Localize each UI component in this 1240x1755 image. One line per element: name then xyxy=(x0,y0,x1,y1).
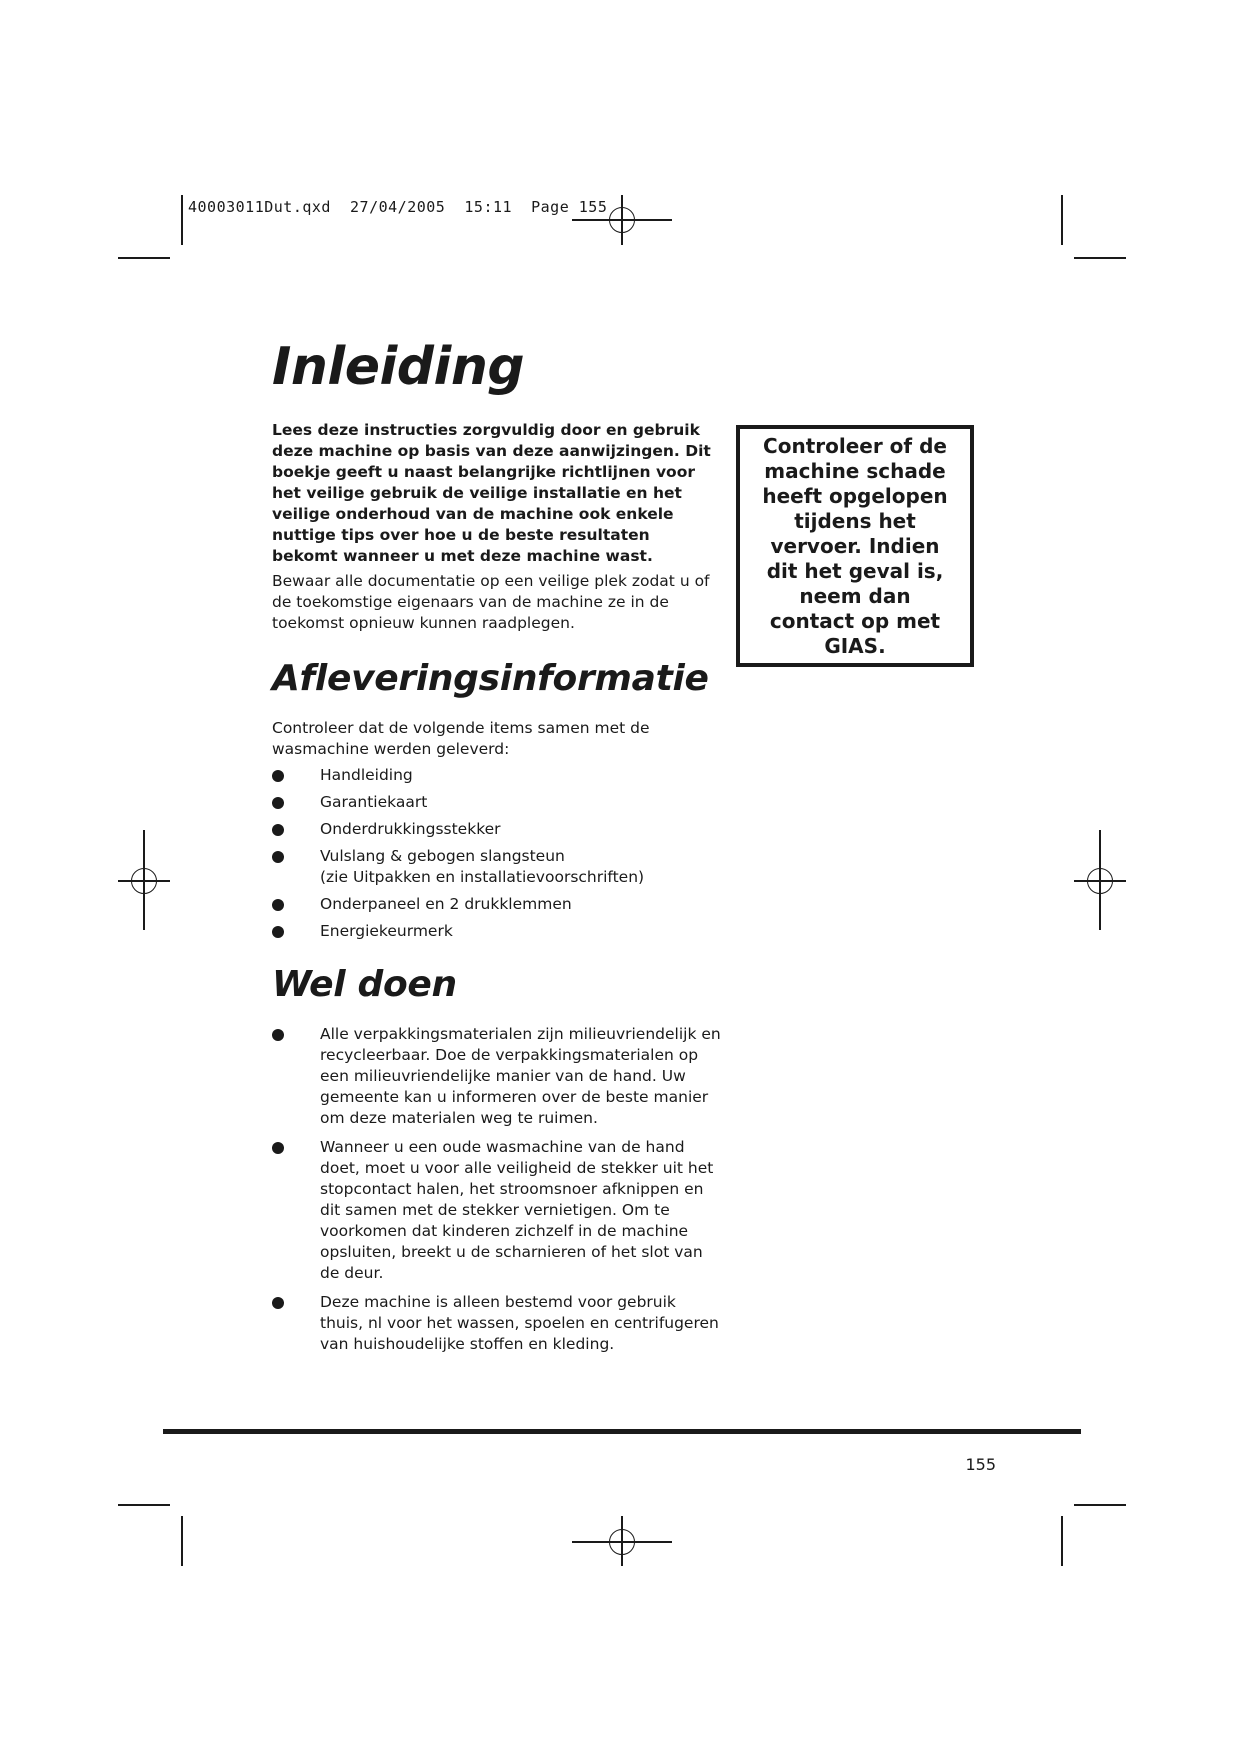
registration-circle xyxy=(609,207,635,233)
list-item-text: Onderpaneel en 2 drukklemmen xyxy=(320,895,572,913)
list-item-text: Garantiekaart xyxy=(320,793,428,811)
dos-list xyxy=(272,1024,722,1355)
list-item xyxy=(272,1137,722,1284)
intro-bold-paragraph: Lees deze instructies zorgvuldig door en gebruik deze machine op basis van deze aanwijzingen. Dit boekje geeft u naast belangrijke richtlijnen voor het veilige gebruik de veilige installatie en het veilige onderhoud van de machine ook enkele nuttige tips over hoe u de beste resultaten bekomt wanneer u met deze machine wast. xyxy=(272,421,711,565)
crop-mark xyxy=(118,1504,170,1506)
registration-circle xyxy=(131,868,157,894)
bullet-icon xyxy=(272,899,284,911)
list-item-text: Deze machine is alleen bestemd voor gebruik thuis, nl voor het wassen, spoelen en centrifugeren van huishoudelijke stoffen en kleding. xyxy=(320,1293,719,1353)
bullet-icon xyxy=(272,1029,284,1041)
list-item-text: Wanneer u een oude wasmachine van de hand doet, moet u voor alle veiligheid de stekker uit het stopcontact halen, het stroomsnoer afknippen en dit samen met de stekker vernietigen. Om te voorkomen dat kinderen zichzelf in de machine opsluiten, breekt u de scharnieren of het slot van de deur. xyxy=(320,1138,714,1282)
bullet-icon xyxy=(272,926,284,938)
crop-mark xyxy=(1074,257,1126,259)
bullet-icon xyxy=(272,770,284,782)
crop-mark xyxy=(1074,1504,1126,1506)
delivery-intro: Controleer dat de volgende items samen met de wasmachine werden geleverd: xyxy=(272,719,650,758)
bullet-icon xyxy=(272,1297,284,1309)
list-item-text: Vulslang & gebogen slangsteun xyxy=(320,847,565,865)
registration-circle xyxy=(1087,868,1113,894)
list-item xyxy=(272,1292,722,1355)
list-item-text: Handleiding xyxy=(320,766,413,784)
list-item xyxy=(272,921,722,942)
page-title: Inleiding xyxy=(272,337,525,397)
list-item-subtext: (zie Uitpakken en installatievoorschriften) xyxy=(320,868,645,886)
bullet-icon xyxy=(272,1142,284,1154)
list-item xyxy=(272,765,722,786)
registration-circle xyxy=(609,1529,635,1555)
list-item xyxy=(272,819,722,840)
crop-mark xyxy=(1061,195,1063,245)
list-item-text: Onderdrukkingsstekker xyxy=(320,820,501,838)
crop-mark xyxy=(181,195,183,245)
bullet-icon xyxy=(272,797,284,809)
footer-rule xyxy=(163,1429,1081,1434)
delivery-items-list xyxy=(272,765,722,942)
crop-mark xyxy=(181,1516,183,1566)
intro-paragraph: Bewaar alle documentatie op een veilige plek zodat u of de toekomstige eigenaars van de machine ze in de toekomst opnieuw kunnen raadplegen. xyxy=(272,572,710,632)
crop-mark xyxy=(118,257,170,259)
list-item-text: Energiekeurmerk xyxy=(320,922,453,940)
list-item xyxy=(272,894,722,915)
bullet-icon xyxy=(272,824,284,836)
delivery-heading: Afleveringsinformatie xyxy=(272,658,709,699)
bullet-icon xyxy=(272,851,284,863)
damage-notice-box xyxy=(736,425,974,667)
page-number: 155 xyxy=(965,1455,996,1474)
list-item xyxy=(272,1024,722,1129)
list-item-text: Alle verpakkingsmaterialen zijn milieuvriendelijk en recycleerbaar. Doe de verpakkingsmaterialen op een milieuvriendelijke manier van de hand. Uw gemeente kan u informeren over de beste manier om deze materialen weg te ruimen. xyxy=(320,1025,721,1127)
list-item xyxy=(272,846,722,888)
file-slug: 40003011Dut.qxd 27/04/2005 15:11 Page 155 xyxy=(188,198,608,216)
crop-mark xyxy=(1061,1516,1063,1566)
list-item xyxy=(272,792,722,813)
dos-heading: Wel doen xyxy=(272,964,457,1005)
notice-text: Controleer of de machine schade heeft opgelopen tijdens het vervoer. Indien dit het geval is, neem dan contact op met GIAS. xyxy=(762,433,948,658)
